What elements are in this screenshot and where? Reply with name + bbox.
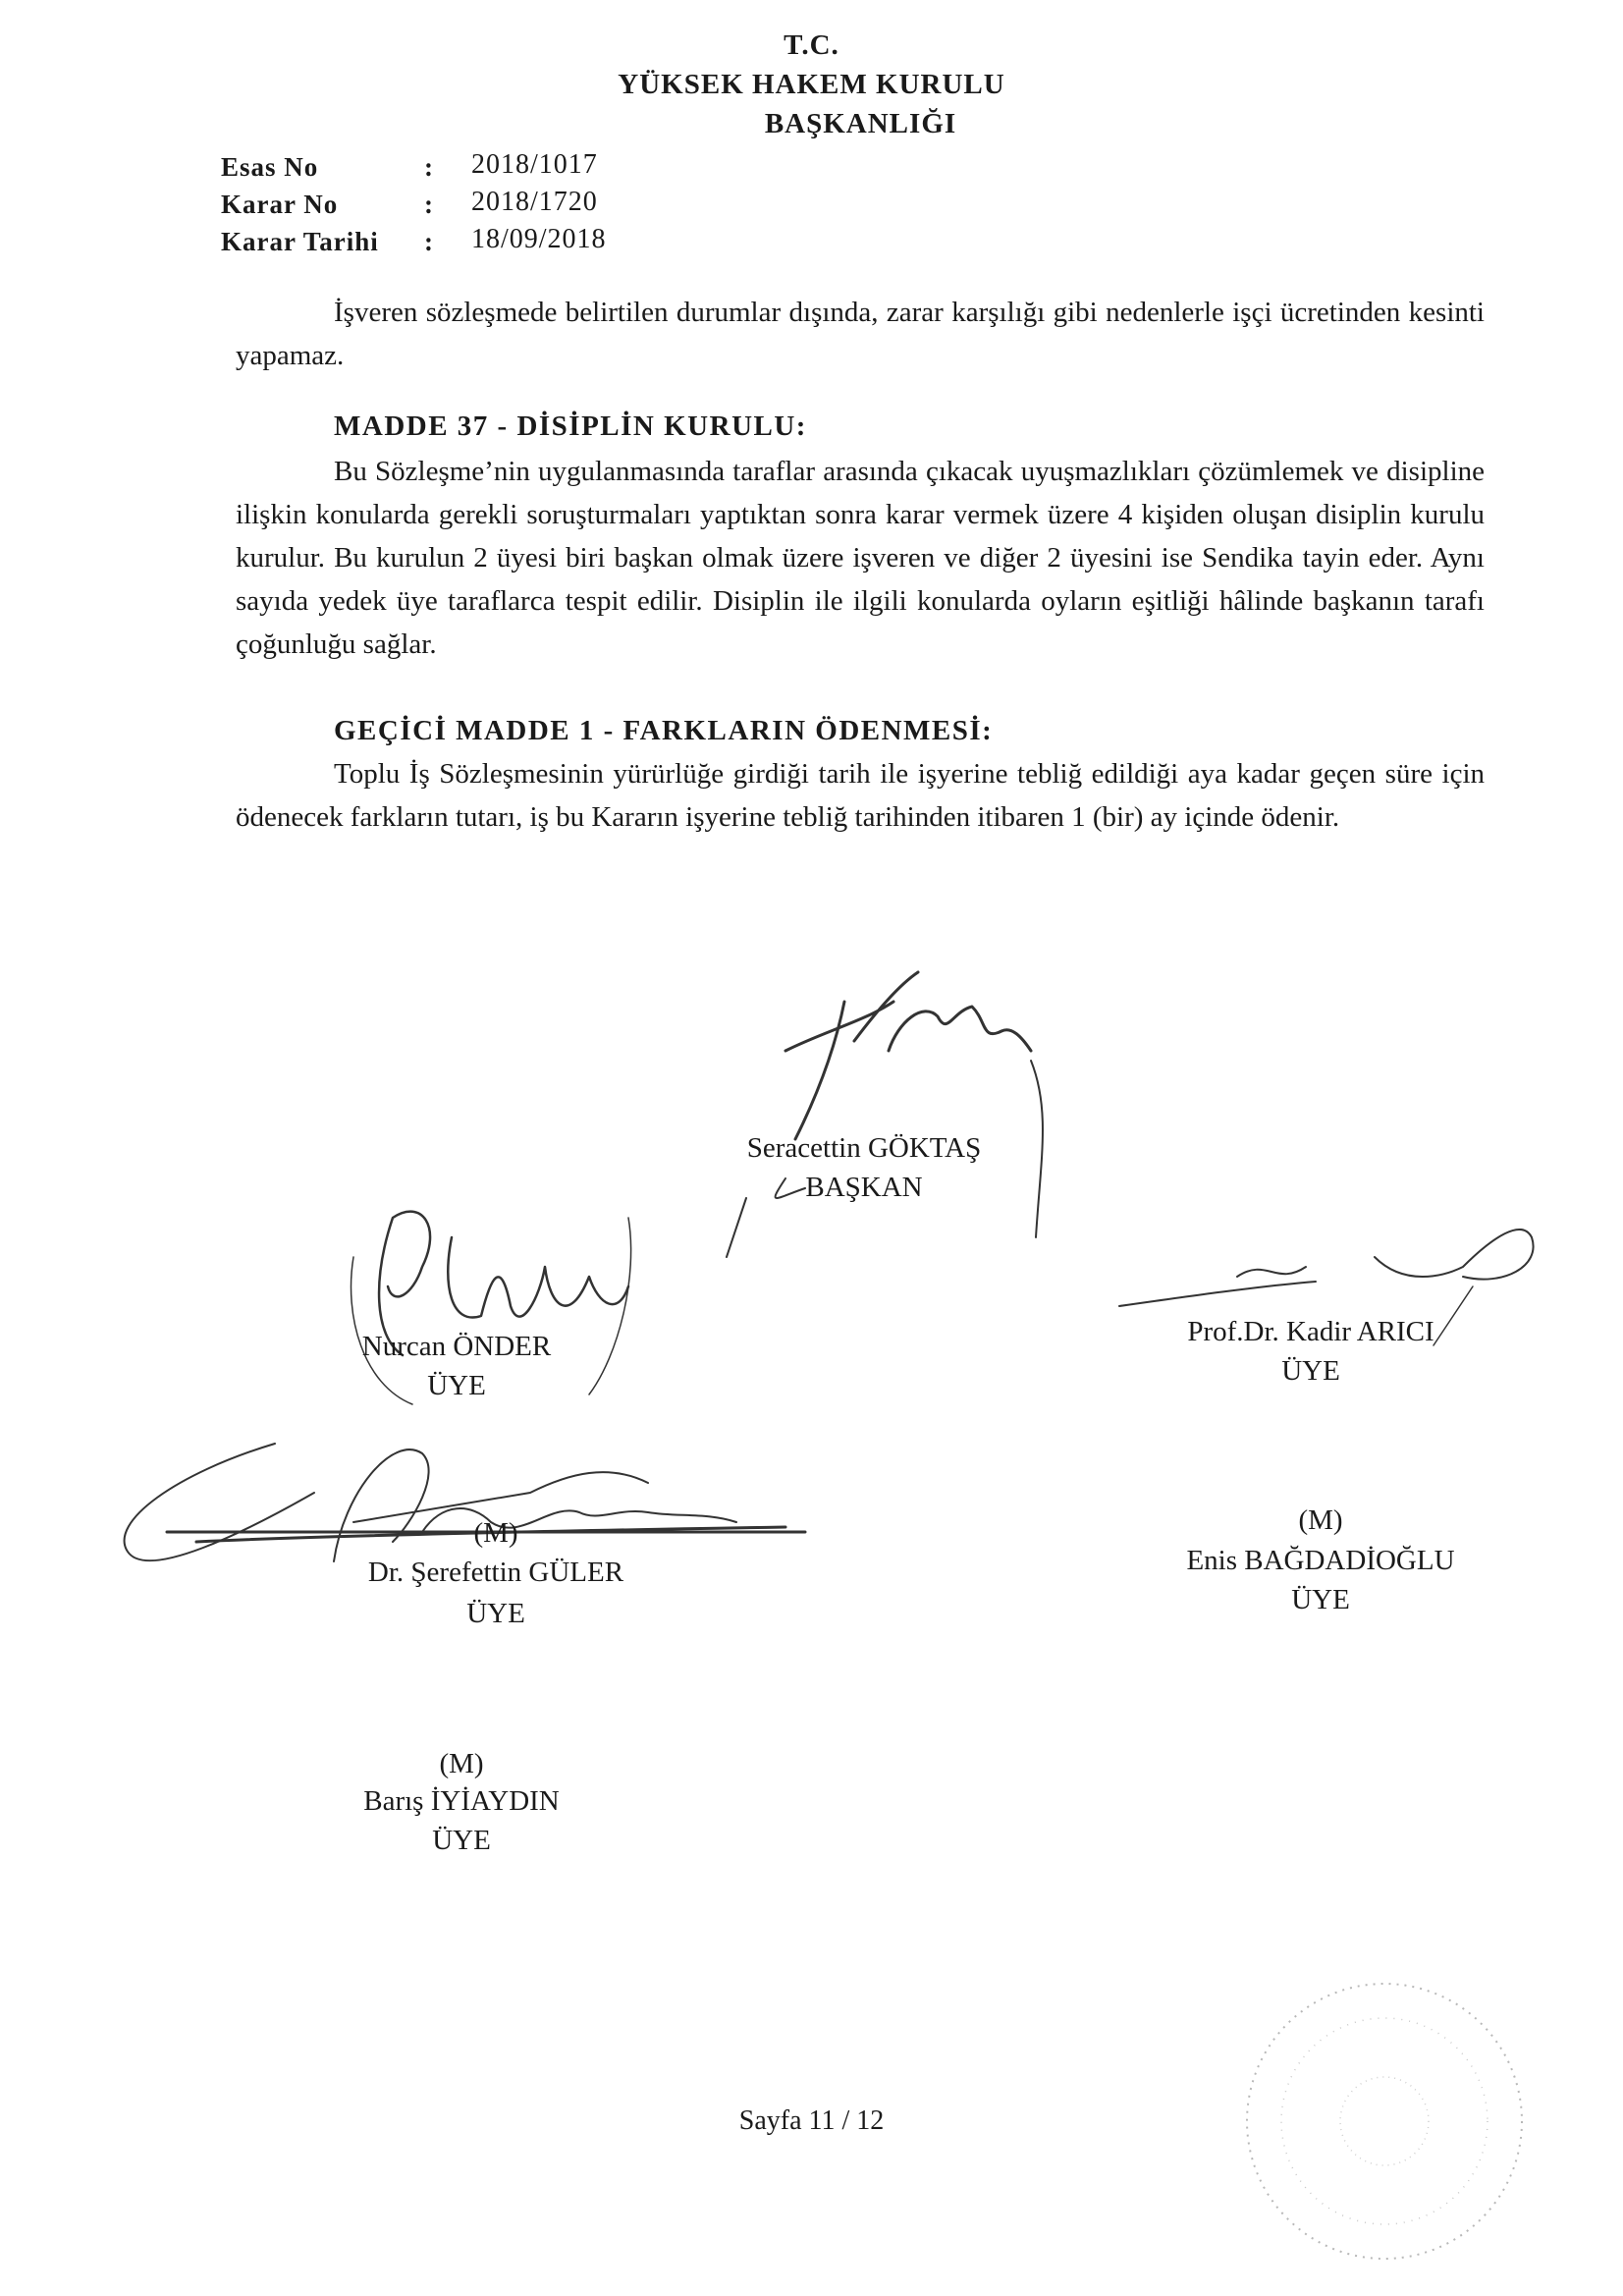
karar-no-colon: :: [424, 190, 433, 219]
bagdadioglu-role: ÜYE: [1291, 1584, 1350, 1615]
bagdadioglu-mark: (M): [1298, 1504, 1343, 1536]
guler-mark: (M): [473, 1517, 518, 1549]
onder-name: Nurcan ÖNDER: [361, 1331, 552, 1362]
header-tc: T.C.: [784, 29, 839, 61]
header-institution: YÜKSEK HAKEM KURULU: [618, 69, 1005, 100]
arici-name: Prof.Dr. Kadir ARICI: [1187, 1316, 1434, 1347]
gecici-madde-paragraph: Toplu İş Sözleşmesinin yürürlüğe girdiği tarih ile işyerine tebliğ edildiği aya kadar geçen süre için ödenecek farkların tutarı, iş bu Kararın işyerine tebliğ tarihinden itibaren 1 (bir) ay içinde ödenir.: [236, 758, 1485, 833]
esas-no-label: Esas No: [221, 152, 319, 182]
karar-no-value: 2018/1720: [471, 187, 598, 217]
baskan-name: Seracettin GÖKTAŞ: [746, 1132, 982, 1164]
bagdadioglu-name: Enis BAĞDADİOĞLU: [1186, 1545, 1455, 1576]
karar-tarihi-value: 18/09/2018: [471, 224, 607, 254]
iyiaydin-name: Barış İYİAYDIN: [363, 1785, 560, 1817]
iyiaydin-mark: (M): [439, 1748, 484, 1779]
esas-no-colon: :: [424, 152, 433, 182]
karar-tarihi-label: Karar Tarihi: [221, 227, 379, 256]
gecici-madde-heading: GEÇİCİ MADDE 1 - FARKLARIN ÖDENMESİ:: [334, 715, 994, 746]
page-number: Sayfa 11 / 12: [738, 2105, 885, 2136]
intro-paragraph: İşveren sözleşmede belirtilen durumlar dışında, zarar karşılığı gibi nedenlerle işçi ücretinden kesinti yapamaz.: [236, 297, 1485, 371]
baskan-signature-image: [687, 943, 1080, 1286]
guler-name: Dr. Şerefettin GÜLER: [367, 1557, 624, 1588]
karar-no-label: Karar No: [221, 190, 339, 219]
madde37-heading: MADDE 37 - DİSİPLİN KURULU:: [334, 410, 807, 442]
guler-role: ÜYE: [466, 1598, 525, 1629]
madde37-paragraph: Bu Sözleşme’nin uygulanmasında taraflar arasında çıkacak uyuşmazlıkları çözümlemek ve disipline ilişkin konularda gerekli soruşturmaları yaptıktan sonra karar vermek üzere 4 kişiden oluşan disiplin kurulu kurulur. Bu kurulun 2 üyesi biri başkan olmak üzere işveren ve diğer 2 üyesini ise Sendika tayin eder. Aynı sayıda yedek üye taraflarca tespit edilir. Disiplin ile ilgili konularda oyların eşitliği hâlinde başkanın tarafı çoğunluğu sağlar.: [236, 456, 1485, 660]
karar-tarihi-colon: :: [424, 227, 433, 256]
onder-role: ÜYE: [427, 1370, 486, 1401]
baskan-role: BAŞKAN: [805, 1172, 923, 1203]
header-presidency: BAŞKANLIĞI: [764, 108, 957, 139]
arici-role: ÜYE: [1281, 1355, 1340, 1387]
esas-no-value: 2018/1017: [471, 149, 598, 180]
iyiaydin-role: ÜYE: [432, 1825, 491, 1856]
